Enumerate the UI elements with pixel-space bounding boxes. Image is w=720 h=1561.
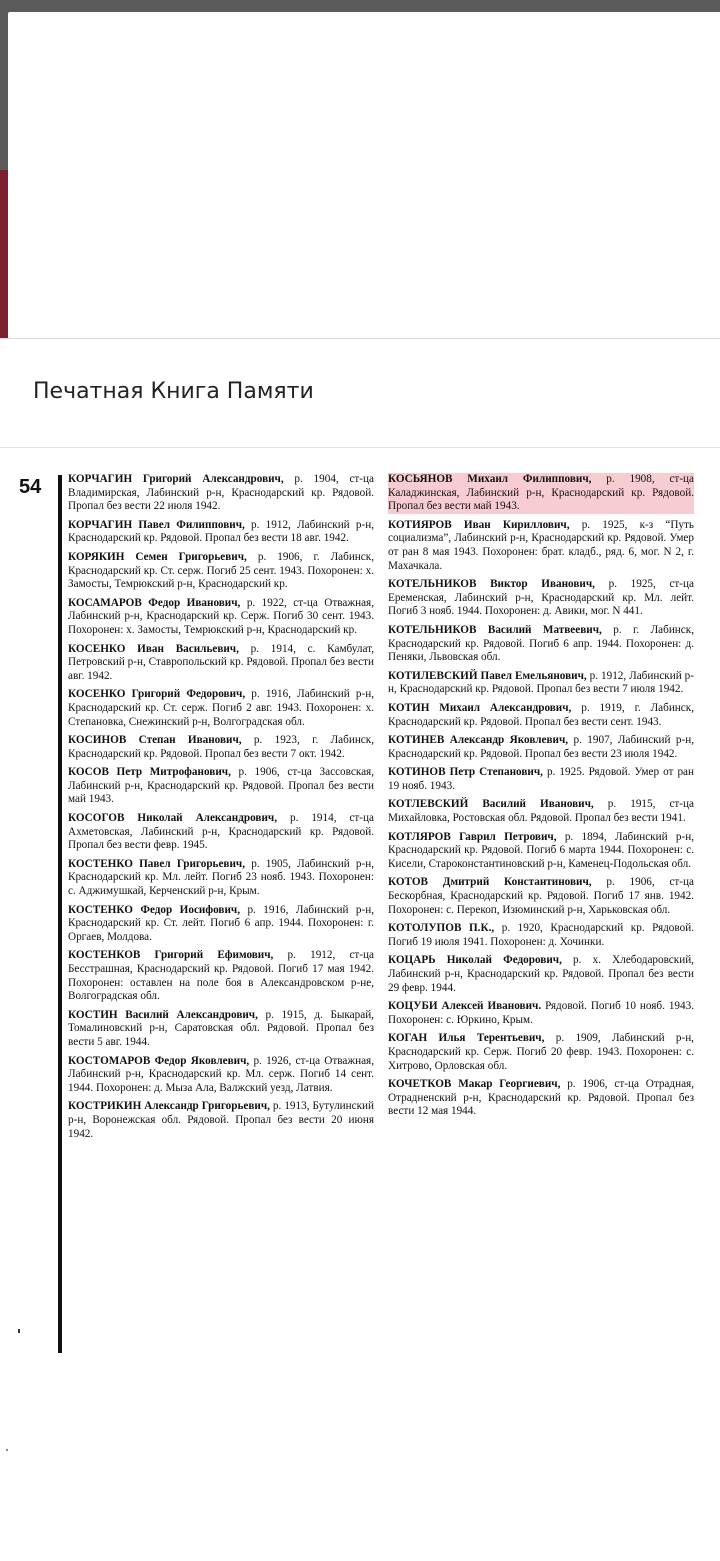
memorial-entry: [388, 670, 694, 697]
memorial-entry: [68, 949, 374, 1003]
memorial-entry: [388, 1078, 694, 1119]
entry-text: р. 1912, Лабинский р-н, Краснодарский кр. Рядовой. Пропал без вести 18 авг. 1942.: [68, 518, 374, 545]
memorial-entry: [388, 624, 694, 665]
entry-text: р. 1913, Бутулинский р-н, Воронежская обл. Рядовой. Пропал без вести 20 июня 1942.: [68, 1100, 374, 1140]
memorial-entry: [68, 904, 374, 945]
memorial-entry: [68, 734, 374, 761]
margin-mark: [18, 1329, 20, 1333]
memorial-entry: [68, 766, 374, 807]
memorial-entry: [68, 551, 374, 592]
entry-name: КОТИНОВ Петр Степанович,: [388, 766, 543, 779]
memorial-entry: [388, 734, 694, 761]
entry-text: р. 1907, Лабинский р-н, Краснодарский кр. Рядовой. Пропал без вести 23 июля 1942.: [388, 734, 694, 760]
memorial-entry: [388, 519, 694, 573]
entry-name: КОТИЯРОВ Иван Кириллович,: [388, 518, 570, 531]
entry-text: р. 1914, ст-ца Ахметовская, Лабинский р-н, Краснодарский кр. Рядовой. Пропал без вести февр. 1945.: [68, 812, 374, 852]
margin-dot: [6, 1449, 8, 1451]
entry-name: КОТЕЛЬНИКОВ Виктор Иванович,: [388, 578, 595, 591]
entry-text: р. 1925. Рядовой. Умер от ран 19 нояб. 1943.: [388, 766, 694, 792]
entry-text: р. 1925, к-з “Путь социализма”, Лабинский р-н, Краснодарский кр. Рядовой. Умер от ран 8 мая 1943. Похоронен: брат. кладб., ряд. 6, мог. N 2, г. Махачкала.: [388, 518, 694, 572]
entry-name: КОСТЕНКОВ Григорий Ефимович,: [68, 949, 274, 962]
entry-text: р. 1909, Лабинский р-н, Краснодарский кр. Серж. Погиб 20 февр. 1943. Похоронен: с. Хитрово, Орловская обл.: [388, 1032, 694, 1072]
entry-name: КОСЕНКО Григорий Федорович,: [68, 688, 246, 701]
memorial-entry: [388, 578, 694, 619]
entry-name: КОРЧАГИН Григорий Александрович,: [68, 473, 284, 485]
memorial-entry: [68, 519, 374, 546]
memorial-entry: [388, 766, 694, 793]
left-column: [68, 473, 374, 1146]
memorial-entry: [388, 1032, 694, 1073]
memorial-entry: [68, 1100, 374, 1141]
entry-name: КОСТЕНКО Павел Григорьевич,: [68, 857, 246, 870]
top-card: [8, 12, 720, 338]
entry-name: КОТИЛЕВСКИЙ Павел Емельянович,: [388, 669, 587, 682]
entry-name: КОСТРИКИН Александр Григорьевич,: [68, 1100, 270, 1113]
entry-name: КОТЕЛЬНИКОВ Василий Матвеевич,: [388, 623, 602, 636]
memorial-entry: [388, 1000, 694, 1027]
memorial-entry: [388, 954, 694, 995]
title-divider: [0, 447, 720, 448]
memorial-entry: [388, 876, 694, 917]
memorial-entry: [68, 473, 374, 514]
entry-name: КОЦАРЬ Николай Федорович,: [388, 954, 562, 967]
entry-text: р. 1912, ст-ца Бесстрашная, Краснодарский кр. Рядовой. Погиб 17 мая 1942. Похоронен: оставлен на поле боя в Александровском р-не, Волгоградская обл.: [68, 949, 374, 1003]
entry-text: р. 1894, Лабинский р-н, Краснодарский кр. Рядовой. Погиб 6 марта 1944. Похоронен: с. Кисели, Староконстантиновский р-н, Каменец-Подольская обл.: [388, 830, 694, 870]
entry-name: КОСТИН Василий Александрович,: [68, 1008, 258, 1021]
memorial-entry: [68, 1055, 374, 1096]
entry-name: КОСЕНКО Иван Васильевич,: [68, 642, 239, 655]
entry-text: р. 1925, ст-ца Еременская, Лабинский р-н, Краснодарский кр. Мл. лейт. Погиб 3 нояб. 1944. Похоронен: д. Авики, мог. N 441.: [388, 578, 694, 618]
page-rule: [58, 475, 62, 1353]
book-page-image[interactable]: [0, 463, 720, 1363]
entry-name: КОТОЛУПОВ П.К.,: [388, 922, 495, 935]
entry-name: КОРЧАГИН Павел Филиппович,: [68, 518, 245, 531]
entry-text: р. 1908, ст-ца Каладжинская, Лабинский р-н, Краснодарский кр. Рядовой. Пропал без вести май 1943.: [388, 473, 694, 513]
memorial-entry: [68, 1009, 374, 1050]
entry-name: КОСЬЯНОВ Михаил Филиппович,: [388, 473, 592, 485]
sheet-title: Печатная Книга Памяти: [33, 379, 314, 404]
entry-name: КОТИН Михаил Александрович,: [388, 701, 572, 714]
bottom-sheet[interactable]: [0, 338, 720, 1561]
memorial-entry: [68, 858, 374, 899]
entry-text: р. 1926, ст-ца Отважная, Лабинский р-н, Краснодарский кр. Мл. серж. Погиб 14 сент. 1944. Похоронен: д. Мыза Ала, Валжский уезд, Латвия.: [68, 1054, 374, 1094]
entry-name: КОГАН Илья Терентьевич,: [388, 1032, 545, 1045]
entry-text: р. 1905, Лабинский р-н, Краснодарский кр. Мл. лейт. Погиб 23 нояб. 1943. Похоронен: с. Аджимушкай, Керченский р-н, Крым.: [68, 857, 374, 898]
entry-text: р. 1904, ст-ца Владимирская, Лабинский р-н, Краснодарский кр. Рядовой. Пропал без вести 22 июля 1942.: [68, 473, 374, 513]
entry-text: р. 1920, Краснодарский кр. Рядовой. Погиб 19 июля 1941. Похоронен: д. Хочинки.: [388, 922, 694, 948]
entry-name: КОРЯКИН Семен Григорьевич,: [68, 550, 247, 563]
entry-name: КОСИНОВ Степан Иванович,: [68, 734, 242, 747]
right-column: [388, 473, 694, 1124]
entry-text: р. 1915, ст-ца Михайловка, Ростовская обл. Рядовой. Пропал без вести 1941.: [388, 798, 694, 825]
entry-name: КОСТЕНКО Федор Иосифович,: [68, 903, 241, 916]
entry-name: КОТЛЕВСКИЙ Василий Иванович,: [388, 798, 594, 811]
entry-text: р. 1916, Лабинский р-н, Краснодарский кр. Ст. серж. Погиб 2 авг. 1943. Похоронен: х. Степановка, Снежинский р-н, Волгоградская обл.: [68, 688, 374, 728]
memorial-entry: [68, 643, 374, 684]
entry-name: КОТИНЕВ Александр Яковлевич,: [388, 734, 569, 747]
memorial-entry: [388, 473, 694, 514]
entry-text: р. 1906, ст-ца Зассовская, Лабинский р-н, Краснодарский кр. Рядовой. Пропал без вести май 1943.: [68, 766, 374, 806]
memorial-entry: [388, 831, 694, 872]
entry-text: р. 1906, ст-ца Отрадная, Отрадненский р-н, Краснодарский кр. Рядовой. Пропал без вести 12 мая 1944.: [388, 1078, 694, 1118]
entry-name: КОТОВ Дмитрий Константинович,: [388, 876, 592, 889]
entry-text: р. г. Лабинск, Краснодарский кр. Рядовой. Погиб 6 апр. 1944. Похоронен: д. Пеняки, Львовская обл.: [388, 623, 694, 664]
memorial-entry: [388, 702, 694, 729]
entry-text: р. 1922, ст-ца Отважная, Лабинский р-н, Краснодарский кр. Серж. Погиб 30 сент. 1943. Похоронен: х. Замосты, Темрюкский р-н, Краснодарский кр.: [68, 596, 374, 636]
entry-name: КОСОВ Петр Митрофанович,: [68, 766, 231, 779]
entry-name: КОТЛЯРОВ Гаврил Петрович,: [388, 830, 557, 843]
memorial-entry: [388, 798, 694, 825]
entry-text: р. 1915, д. Быкарай, Томалиновский р-н, Саратовская обл. Рядовой. Пропал без вести 5 авг. 1944.: [68, 1008, 374, 1048]
entry-text: Рядовой. Погиб 10 нояб. 1943. Похоронен: с. Юркино, Крым.: [388, 1000, 694, 1026]
entry-name: КОЦУБИ Алексей Иванович.: [388, 1000, 542, 1013]
memorial-entry: [68, 688, 374, 729]
entry-name: КОЧЕТКОВ Макар Георгиевич,: [388, 1078, 561, 1091]
entry-name: КОСАМАРОВ Федор Иванович,: [68, 596, 241, 609]
entry-name: КОСТОМАРОВ Федор Яковлевич,: [68, 1054, 250, 1067]
entry-text: р. 1906, г. Лабинск, Краснодарский кр. Ст. серж. Погиб 25 сент. 1943. Похоронен: х. Замосты, Темрюкский р-н, Краснодарский кр.: [68, 550, 374, 591]
entry-name: КОСОГОВ Николай Александрович,: [68, 812, 278, 825]
entry-text: р. 1919, г. Лабинск, Краснодарский кр. Рядовой. Пропал без вести сент. 1943.: [388, 701, 694, 728]
entry-text: р. 1906, ст-ца Бескорбная, Краснодарский кр. Рядовой. Погиб 17 янв. 1942. Похоронен: с. Перекоп, Изюминский р-н, Харьковская обл.: [388, 876, 694, 916]
entry-text: р. х. Хлебодаровский, Лабинский р-н, Краснодарский кр. Рядовой. Пропал без вести 29 февр. 1944.: [388, 954, 694, 994]
entry-text: р. 1916, Лабинский р-н, Краснодарский кр. Ст. лейт. Погиб 6 апр. 1944. Похоронен: г. Оргаев, Молдова.: [68, 903, 374, 943]
page-number: 54: [19, 476, 42, 498]
entry-text: р. 1923, г. Лабинск, Краснодарский кр. Рядовой. Пропал без вести 7 окт. 1942.: [68, 734, 374, 760]
entry-text: р. 1914, с. Камбулат, Петровский р-н, Ставропольский кр. Рядовой. Пропал без вести авг. 1942.: [68, 642, 375, 682]
memorial-entry: [68, 597, 374, 638]
memorial-entry: [68, 812, 374, 853]
memorial-entry: [388, 922, 694, 949]
entry-text: р. 1912, Лабинский р-н, Краснодарский кр. Рядовой. Пропал без вести 7 июля 1942.: [388, 669, 694, 696]
